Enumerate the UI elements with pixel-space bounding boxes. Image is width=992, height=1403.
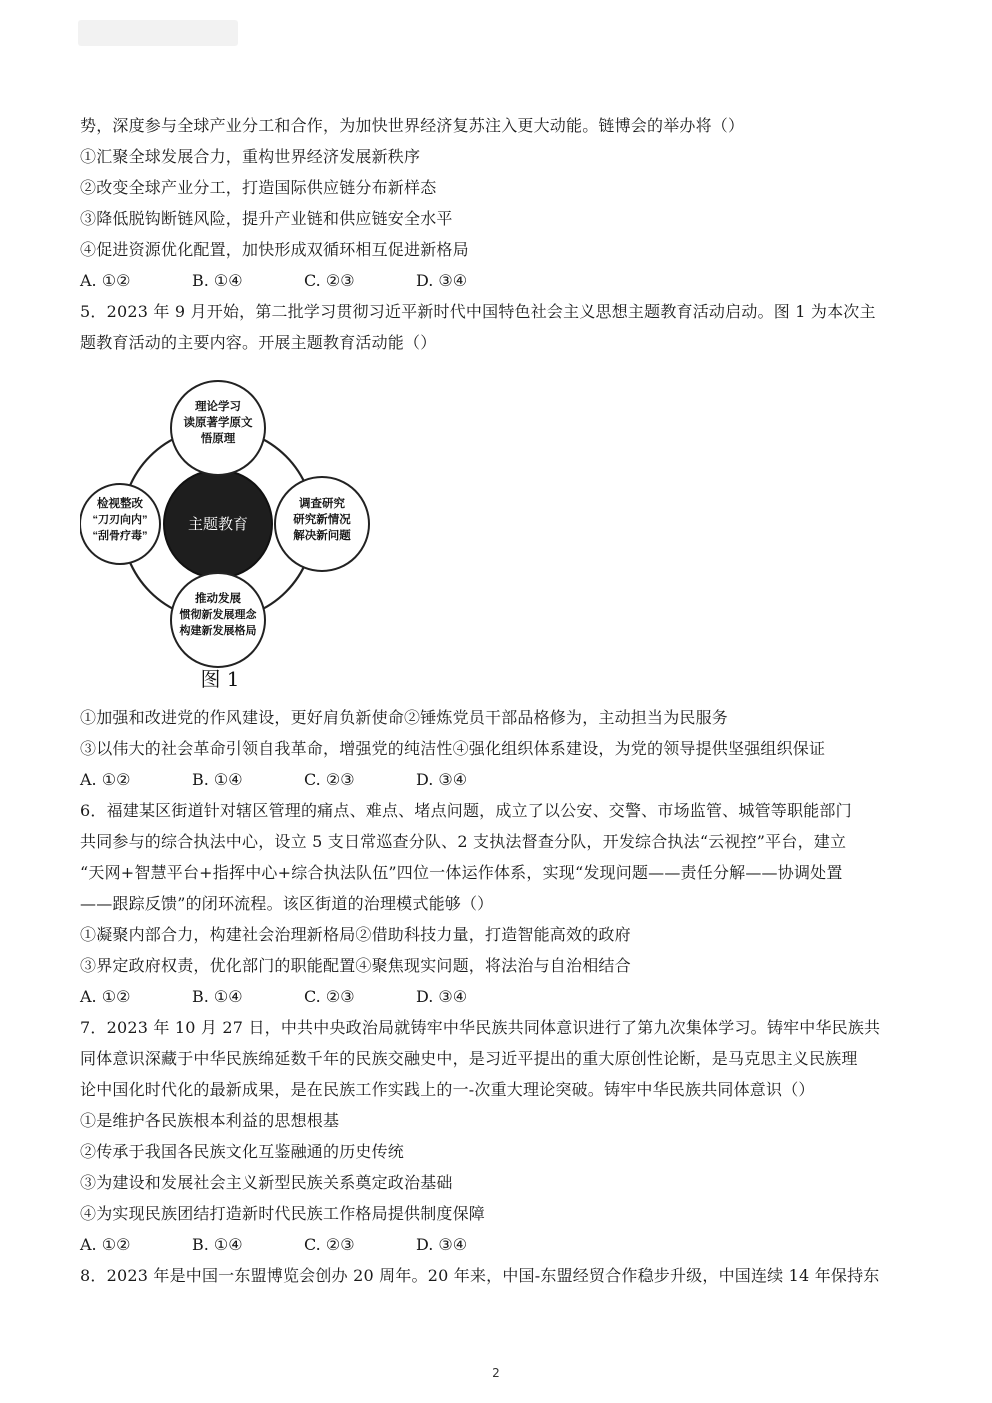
q7-item: ②传承于我国各民族文化互鉴融通的历史传统 [80,1142,405,1161]
option-d: D. ③④ [416,987,468,1006]
q4-options [80,265,914,296]
q6-stem: ——跟踪反馈”的闭环流程。该区街道的治理模式能够（） [80,894,494,913]
q5-item: ③以伟大的社会革命引领自我革命，增强党的纯洁性④强化组织体系建设，为党的领导提供坚强组织保证 [80,739,826,758]
q5-stem: 题教育活动的主要内容。开展主题教育活动能（） [80,333,437,352]
page-content [80,110,914,1291]
q6-item: ①凝聚内部合力，构建社会治理新格局②借助科技力量，打造智能高效的政府 [80,925,631,944]
figure-caption: 图 1 [200,667,240,691]
bottom-label: 推动发展 [195,593,241,605]
q6-stem: 共同参与的综合执法中心，设立 5 支日常巡查分队、2 支执法督查分队，开发综合执法“云视控”平台，建立 [80,832,847,851]
option-c: C. ②③ [304,271,355,290]
option-a: A. ①② [80,1235,131,1254]
left-label: “刮骨疗毒” [92,530,148,542]
q7-stem: 7．2023 年 10 月 27 日，中共中央政治局就铸牢中华民族共同体意识进行了第九次集体学习。铸牢中华民族共 [80,1018,881,1037]
question-7 [80,1012,914,1260]
header-logo-blur [78,20,238,46]
option-b: B. ①④ [192,770,243,789]
left-label: “刀刃向内” [92,514,148,526]
q6-options [80,981,914,1012]
q4-item: ①汇聚全球发展合力，重构世界经济发展新秩序 [80,147,421,166]
q6-stem: “天网+智慧平台+指挥中心+综合执法队伍”四位一体运作体系，实现“发现问题——责任分解——协调处置 [80,863,843,882]
question-8 [80,1260,914,1291]
option-a: A. ①② [80,770,131,789]
top-label: 悟原理 [200,433,236,445]
q7-options [80,1229,914,1260]
center-label: 主题教育 [187,516,249,533]
option-b: B. ①④ [192,987,243,1006]
option-a: A. ①② [80,271,131,290]
q7-item: ①是维护各民族根本利益的思想根基 [80,1111,340,1130]
option-b: B. ①④ [192,1235,243,1254]
option-d: D. ③④ [416,770,468,789]
option-c: C. ②③ [304,987,355,1006]
q7-stem: 同体意识深藏于中华民族绵延数千年的民族交融史中，是习近平提出的重大原创性论断，是马克思主义民族理 [80,1049,858,1068]
option-b: B. ①④ [192,271,243,290]
q5-item: ①加强和改进党的作风建设，更好肩负新使命②锤炼党员干部品格修为，主动担当为民服务 [80,708,729,727]
bottom-label: 惯彻新发展理念 [179,609,257,621]
q6-item: ③界定政府权责，优化部门的职能配置④聚焦现实问题，将法治与自治相结合 [80,956,631,975]
q4-item: ④促进资源优化配置，加快形成双循环相互促进新格局 [80,240,469,259]
q4-item: ③降低脱钩断链风险，提升产业链和供应链安全水平 [80,209,453,228]
q5-options [80,764,914,795]
option-d: D. ③④ [416,1235,468,1254]
top-label: 理论学习 [195,401,241,413]
option-a: A. ①② [80,987,131,1006]
theme-education-diagram [80,364,380,694]
q4-item: ②改变全球产业分工，打造国际供应链分布新样态 [80,178,437,197]
q5-stem: 5．2023 年 9 月开始，第二批学习贯彻习近平新时代中国特色社会主义思想主题教育活动启动。图 1 为本次主 [80,302,876,321]
right-label: 研究新情况 [293,514,351,526]
right-label: 调查研究 [299,498,345,510]
q7-item: ③为建设和发展社会主义新型民族关系奠定政治基础 [80,1173,453,1192]
question-4 [80,110,914,296]
question-6 [80,795,914,1012]
option-c: C. ②③ [304,770,355,789]
option-c: C. ②③ [304,1235,355,1254]
figure-1 [80,364,380,694]
question-5 [80,296,914,795]
bottom-label: 构建新发展格局 [179,625,257,637]
right-label: 解决新问题 [293,530,351,542]
top-label: 读原著学原文 [183,417,253,429]
q8-stem: 8．2023 年是中国一东盟博览会创办 20 周年。20 年来，中国-东盟经贸合作稳步升级，中国连续 14 年保持东 [80,1266,880,1285]
q7-item: ④为实现民族团结打造新时代民族工作格局提供制度保障 [80,1204,486,1223]
option-d: D. ③④ [416,271,468,290]
q6-stem: 6．福建某区街道针对辖区管理的痛点、难点、堵点问题，成立了以公安、交警、市场监管、城管等职能部门 [80,801,852,820]
left-label: 检视整改 [97,498,143,510]
q7-stem: 论中国化时代化的最新成果，是在民族工作实践上的一-次重大理论突破。铸牢中华民族共同体意识（） [80,1080,815,1099]
page-number: 2 [492,1366,500,1380]
q4-stem-continuation: 势，深度参与全球产业分工和合作，为加快世界经济复苏注入更大动能。链博会的举办将（） [80,116,745,135]
